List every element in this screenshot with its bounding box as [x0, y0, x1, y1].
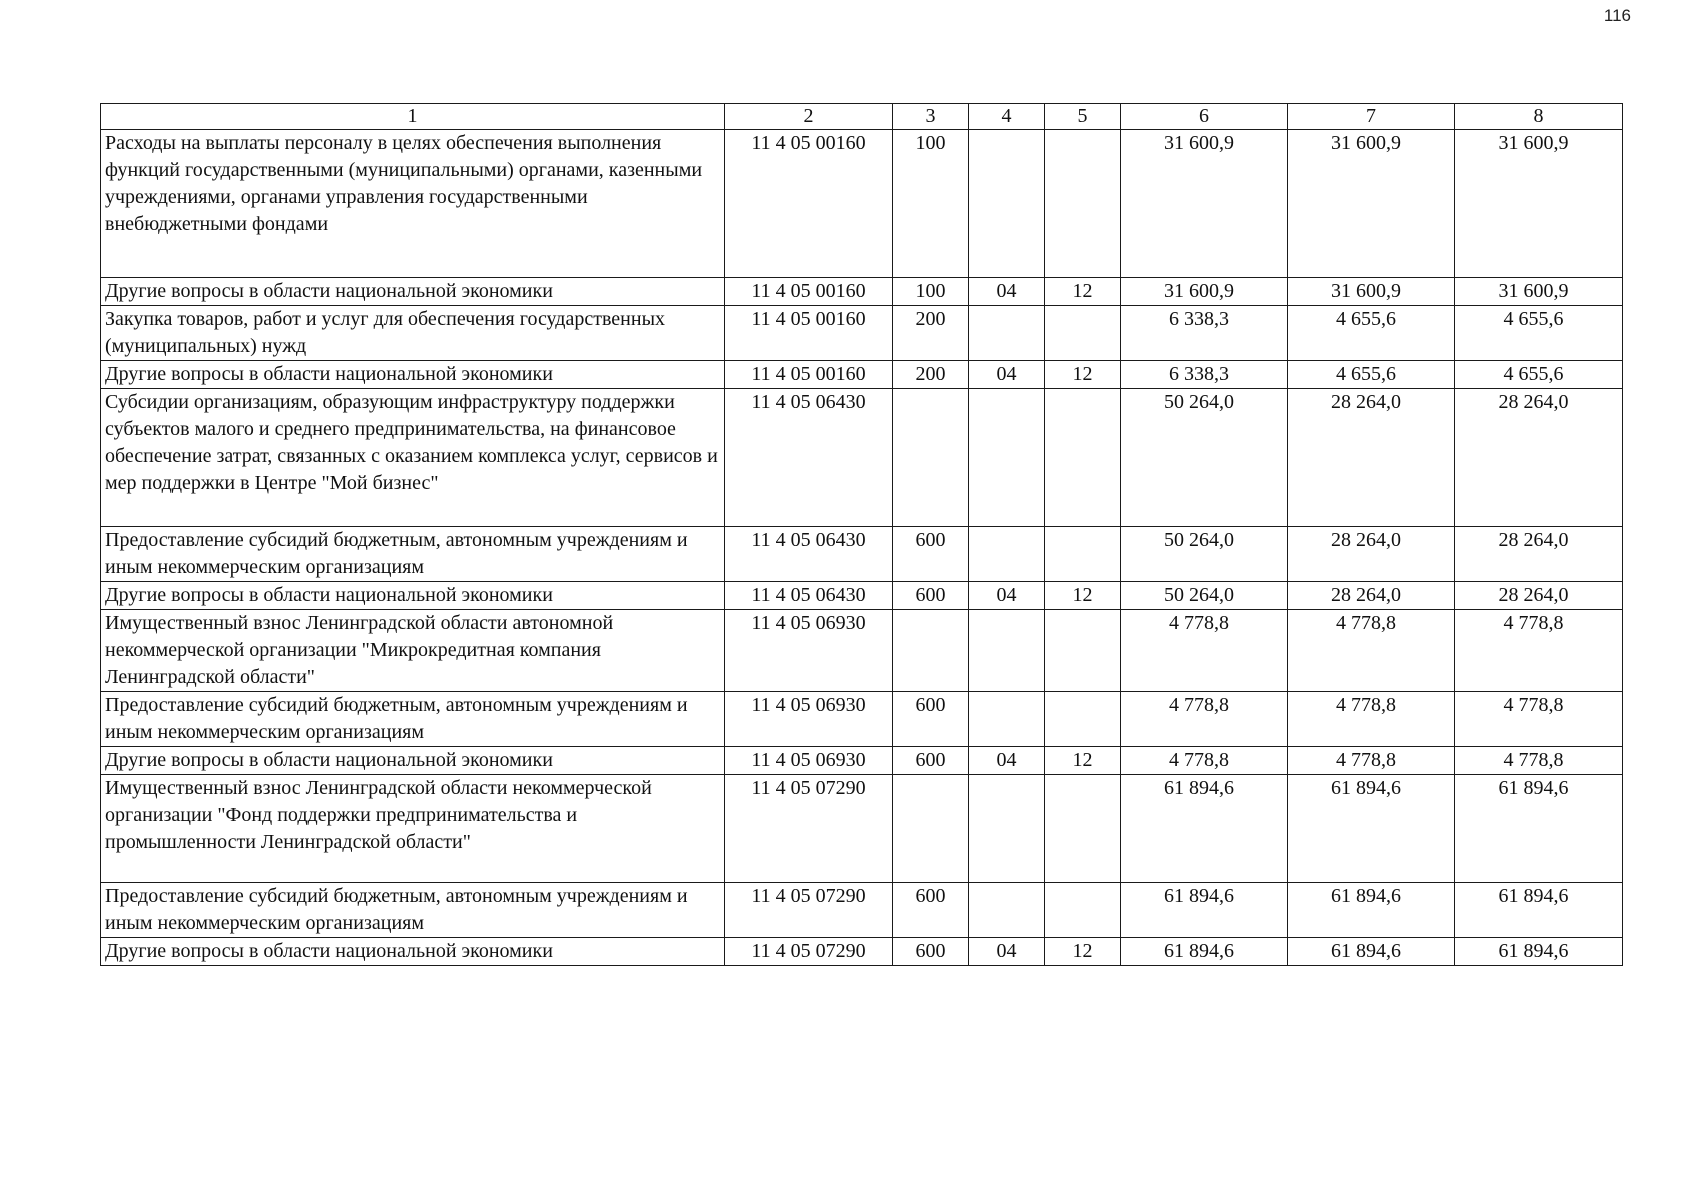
column-header: 7 — [1288, 104, 1455, 130]
column-header: 8 — [1455, 104, 1623, 130]
expense-type-cell — [893, 610, 969, 692]
amount-col6-cell: 61 894,6 — [1121, 775, 1288, 883]
amount-col7-cell: 31 600,9 — [1288, 130, 1455, 278]
expense-name-cell: Другие вопросы в области национальной экономики — [101, 938, 725, 966]
column-header: 6 — [1121, 104, 1288, 130]
section-cell: 04 — [969, 747, 1045, 775]
subsection-cell — [1045, 775, 1121, 883]
expense-type-cell: 100 — [893, 278, 969, 306]
header-row — [101, 104, 1623, 130]
table-row — [101, 278, 1623, 306]
subsection-cell — [1045, 527, 1121, 582]
section-cell — [969, 775, 1045, 883]
budget-table — [100, 103, 1623, 966]
amount-col6-cell: 61 894,6 — [1121, 883, 1288, 938]
amount-col6-cell: 50 264,0 — [1121, 389, 1288, 527]
amount-col7-cell: 4 778,8 — [1288, 610, 1455, 692]
amount-col6-cell: 4 778,8 — [1121, 747, 1288, 775]
expense-type-cell: 200 — [893, 306, 969, 361]
table-row — [101, 692, 1623, 747]
amount-col7-cell: 61 894,6 — [1288, 938, 1455, 966]
expense-name-cell: Имущественный взнос Ленинградской области некоммерческой организации "Фонд поддержки предпринимательства и промышленности Ленинградской области" — [101, 775, 725, 883]
expense-name-cell: Предоставление субсидий бюджетным, автономным учреждениям и иным некоммерческим организациям — [101, 692, 725, 747]
amount-col6-cell: 4 778,8 — [1121, 610, 1288, 692]
table-row — [101, 938, 1623, 966]
amount-col8-cell: 61 894,6 — [1455, 883, 1623, 938]
amount-col7-cell: 28 264,0 — [1288, 582, 1455, 610]
expense-type-cell: 600 — [893, 692, 969, 747]
table-row — [101, 527, 1623, 582]
subsection-cell: 12 — [1045, 747, 1121, 775]
expense-name-cell: Расходы на выплаты персоналу в целях обеспечения выполнения функций государственными (муниципальными) органами, казенными учреждениями, органами управления государственными внебюджетными фондами — [101, 130, 725, 278]
amount-col8-cell: 4 655,6 — [1455, 361, 1623, 389]
target-code-cell: 11 4 05 00160 — [725, 361, 893, 389]
target-code-cell: 11 4 05 00160 — [725, 278, 893, 306]
subsection-cell — [1045, 610, 1121, 692]
subsection-cell — [1045, 306, 1121, 361]
section-cell — [969, 883, 1045, 938]
subsection-cell — [1045, 389, 1121, 527]
section-cell — [969, 610, 1045, 692]
expense-type-cell: 600 — [893, 938, 969, 966]
table-row — [101, 361, 1623, 389]
target-code-cell: 11 4 05 06430 — [725, 527, 893, 582]
table-row — [101, 389, 1623, 527]
target-code-cell: 11 4 05 06430 — [725, 582, 893, 610]
amount-col7-cell: 28 264,0 — [1288, 389, 1455, 527]
amount-col8-cell: 28 264,0 — [1455, 582, 1623, 610]
amount-col8-cell: 28 264,0 — [1455, 389, 1623, 527]
column-header: 2 — [725, 104, 893, 130]
expense-type-cell — [893, 389, 969, 527]
expense-type-cell: 600 — [893, 527, 969, 582]
amount-col6-cell: 50 264,0 — [1121, 582, 1288, 610]
expense-name-cell: Субсидии организациям, образующим инфраструктуру поддержки субъектов малого и среднего предпринимательства, на финансовое обеспечение затрат, связанных с оказанием комплекса услуг, сервисов и мер поддержки в Центре "Мой бизнес" — [101, 389, 725, 527]
expense-type-cell: 200 — [893, 361, 969, 389]
target-code-cell: 11 4 05 07290 — [725, 883, 893, 938]
column-header: 4 — [969, 104, 1045, 130]
subsection-cell: 12 — [1045, 361, 1121, 389]
amount-col7-cell: 28 264,0 — [1288, 527, 1455, 582]
expense-type-cell: 600 — [893, 883, 969, 938]
section-cell — [969, 389, 1045, 527]
amount-col6-cell: 50 264,0 — [1121, 527, 1288, 582]
expense-name-cell: Предоставление субсидий бюджетным, автономным учреждениям и иным некоммерческим организациям — [101, 527, 725, 582]
amount-col7-cell: 61 894,6 — [1288, 775, 1455, 883]
target-code-cell: 11 4 05 06930 — [725, 747, 893, 775]
table-row — [101, 582, 1623, 610]
subsection-cell: 12 — [1045, 582, 1121, 610]
amount-col8-cell: 4 778,8 — [1455, 747, 1623, 775]
expense-name-cell: Предоставление субсидий бюджетным, автономным учреждениям и иным некоммерческим организациям — [101, 883, 725, 938]
target-code-cell: 11 4 05 00160 — [725, 130, 893, 278]
section-cell: 04 — [969, 582, 1045, 610]
page-number: 116 — [1603, 6, 1631, 25]
expense-name-cell: Другие вопросы в области национальной экономики — [101, 582, 725, 610]
amount-col7-cell: 4 655,6 — [1288, 306, 1455, 361]
column-header: 5 — [1045, 104, 1121, 130]
amount-col7-cell: 61 894,6 — [1288, 883, 1455, 938]
amount-col7-cell: 4 778,8 — [1288, 692, 1455, 747]
expense-name-cell: Другие вопросы в области национальной экономики — [101, 278, 725, 306]
section-cell — [969, 527, 1045, 582]
amount-col8-cell: 31 600,9 — [1455, 130, 1623, 278]
amount-col6-cell: 6 338,3 — [1121, 361, 1288, 389]
section-cell: 04 — [969, 278, 1045, 306]
table-row — [101, 610, 1623, 692]
subsection-cell: 12 — [1045, 278, 1121, 306]
amount-col7-cell: 31 600,9 — [1288, 278, 1455, 306]
amount-col6-cell: 4 778,8 — [1121, 692, 1288, 747]
expense-type-cell — [893, 775, 969, 883]
amount-col7-cell: 4 655,6 — [1288, 361, 1455, 389]
section-cell: 04 — [969, 361, 1045, 389]
amount-col6-cell: 31 600,9 — [1121, 278, 1288, 306]
amount-col6-cell: 6 338,3 — [1121, 306, 1288, 361]
subsection-cell — [1045, 692, 1121, 747]
column-header: 1 — [101, 104, 725, 130]
section-cell — [969, 130, 1045, 278]
subsection-cell: 12 — [1045, 938, 1121, 966]
table-row — [101, 883, 1623, 938]
amount-col6-cell: 61 894,6 — [1121, 938, 1288, 966]
subsection-cell — [1045, 130, 1121, 278]
amount-col6-cell: 31 600,9 — [1121, 130, 1288, 278]
amount-col8-cell: 61 894,6 — [1455, 938, 1623, 966]
amount-col8-cell: 31 600,9 — [1455, 278, 1623, 306]
expense-type-cell: 600 — [893, 747, 969, 775]
amount-col7-cell: 4 778,8 — [1288, 747, 1455, 775]
target-code-cell: 11 4 05 07290 — [725, 938, 893, 966]
expense-name-cell: Другие вопросы в области национальной экономики — [101, 361, 725, 389]
table-row — [101, 747, 1623, 775]
subsection-cell — [1045, 883, 1121, 938]
section-cell: 04 — [969, 938, 1045, 966]
table-row — [101, 306, 1623, 361]
expense-type-cell: 100 — [893, 130, 969, 278]
target-code-cell: 11 4 05 06930 — [725, 610, 893, 692]
section-cell — [969, 306, 1045, 361]
target-code-cell: 11 4 05 00160 — [725, 306, 893, 361]
expense-name-cell: Закупка товаров, работ и услуг для обеспечения государственных (муниципальных) нужд — [101, 306, 725, 361]
table-row — [101, 775, 1623, 883]
expense-name-cell: Имущественный взнос Ленинградской области автономной некоммерческой организации "Микрокредитная компания Ленинградской области" — [101, 610, 725, 692]
amount-col8-cell: 4 778,8 — [1455, 610, 1623, 692]
column-header: 3 — [893, 104, 969, 130]
amount-col8-cell: 61 894,6 — [1455, 775, 1623, 883]
expense-name-cell: Другие вопросы в области национальной экономики — [101, 747, 725, 775]
amount-col8-cell: 4 655,6 — [1455, 306, 1623, 361]
table-row — [101, 130, 1623, 278]
target-code-cell: 11 4 05 06930 — [725, 692, 893, 747]
amount-col8-cell: 28 264,0 — [1455, 527, 1623, 582]
expense-type-cell: 600 — [893, 582, 969, 610]
target-code-cell: 11 4 05 06430 — [725, 389, 893, 527]
target-code-cell: 11 4 05 07290 — [725, 775, 893, 883]
amount-col8-cell: 4 778,8 — [1455, 692, 1623, 747]
section-cell — [969, 692, 1045, 747]
